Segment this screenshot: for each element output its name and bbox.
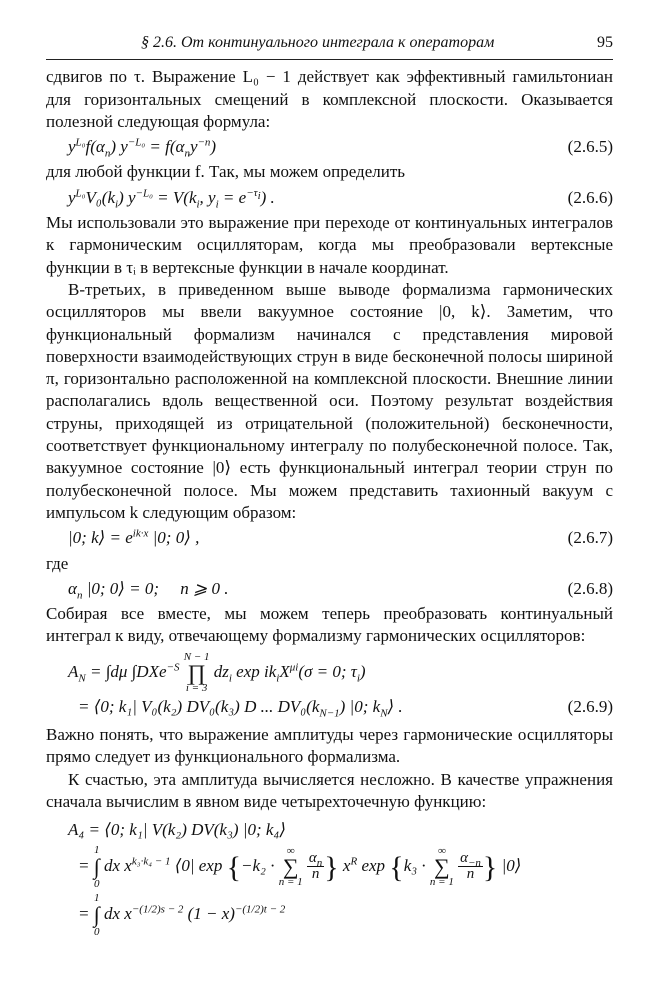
equation-2-6-9-line2 bbox=[46, 696, 613, 718]
equation-label: (2.6.9) bbox=[567, 696, 613, 716]
equation-label: (2.6.6) bbox=[567, 187, 613, 207]
equation-body: $y^{L_0}f(\alpha_n) y^{-L_0} = f(\alpha_ny^{-n})$ bbox=[68, 136, 217, 160]
equation-2-6-9-line1: $A_N = \int d\mu$ ∫DXe$^{-S}$ N − 1 ∏ i = 3 $dz_i$ $\exp ik_iX^{\mu i}(\sigma = 0$; $\tau_i$) bbox=[68, 650, 366, 694]
paragraph: где bbox=[46, 553, 69, 573]
product-operator: N − 1 ∏ i = 3 bbox=[183, 650, 210, 694]
equation-body: |0; k⟩ = $e^{ik\cdot x}$ |0; 0⟩ , bbox=[68, 527, 200, 548]
paragraph: сдвигов по τ. Выражение L₀ − 1 действует как эффективный гамильтониан для горизонтальных смещений в комплексной плоскости. Оказывается полезной следующая формула: bbox=[46, 67, 613, 131]
equation-body: = ⟨0; k₁| V₀(k₂) DV₀(k₃) D ... $DV_0(k_{N-1})$ |0; $k_N⟩$ . bbox=[78, 696, 403, 720]
fraction: $\frac{\alpha_{-n}}{n}$ bbox=[460, 850, 481, 882]
equation-body: $y^{L_0}V_0(k_i) y^{-L_0} = V(k_i$, $y_i = e^{-\tau_i}$) . bbox=[68, 187, 275, 211]
running-header bbox=[46, 0, 613, 60]
equation-2-6-7 bbox=[46, 527, 613, 549]
paragraph: Мы использовали это выражение при переходе от континуальных интегралов к гармоническим осцилляторам, когда мы преобразовали вертексные функции в τᵢ в вертексные функции в начале координат. bbox=[46, 213, 613, 277]
page-number: 95 bbox=[597, 34, 613, 51]
paragraph: В-третьих, в приведенном выше выводе формализма гармонических осцилляторов мы ввели вакуумное состояние |0, k⟩. Заметим, что функциональный формализм начинался с представления мировой поверхности взаимодействующих струн в виде бесконечной полосы шириной π, горизонтально расположенной на комплексной плоскости. Внешние линии располагались вдоль вещественной оси. Поэтому результат воздействия струны, приходящей из отрицательной (положительной) бесконечности, соответствует функциональному интегралу по полубесконечной полосе. Так, вакуумное состояние |0⟩ есть функциональный интеграл теории струн по полубесконечной полосе. Мы можем представить тахионный вакуум с импульсом k следующим образом: bbox=[46, 279, 613, 522]
sum-operator: ∞ ∑ n = 1 bbox=[429, 844, 454, 888]
paragraph: Важно понять, что выражение амплитуды через гармонические осцилляторы прямо следует из функционального формализма. bbox=[46, 725, 613, 767]
four-point-line1: A₄ = ⟨0; k₁| V(k₂) DV(k₃) |0; k₄⟩ bbox=[68, 820, 286, 840]
paragraph: для любой функции f. Так, мы можем определить bbox=[46, 162, 406, 182]
paragraph: Собирая все вместе, мы можем теперь преобразовать континуальный интеграл к виду, отвечающему формализму гармонических осцилляторов: bbox=[46, 604, 613, 646]
equation-label: (2.6.5) bbox=[567, 137, 613, 157]
paragraph: К счастью, эта амплитуда вычисляется несложно. В качестве упражнения сначала вычислим в явном виде четырехточечную функцию: bbox=[46, 769, 613, 811]
sum-operator: ∞ ∑ n = 1 bbox=[278, 844, 303, 888]
equation-label: (2.6.7) bbox=[567, 528, 613, 548]
integral-operator: 1 ∫ 0 bbox=[93, 891, 100, 938]
equation-label: (2.6.8) bbox=[567, 578, 613, 598]
four-point-line3: = 1 ∫ 0 dx $x^{-(1/2)s - 2}$ $(1 - x)^{-(1/2)t - 2}$ bbox=[78, 891, 286, 938]
four-point-line2: = 1 ∫ 0 dx $x^{k_3\cdot k_4 - 1}$ ⟨0| exp {−k₂ · ∞ ∑ n = 1 $\frac{\alpha_n}{n}$ } $x^R$ exp {k₃ · ∞ ∑ n = 1 $\frac{\alpha_{-n}}{n}$ } |0⟩ bbox=[78, 843, 522, 890]
equation-2-6-5 bbox=[46, 136, 613, 158]
equation-2-6-6 bbox=[46, 187, 613, 209]
header-title: § 2.6. От континуального интеграла к операторам bbox=[141, 34, 495, 51]
equation-2-6-8 bbox=[46, 578, 613, 600]
equation-body: $\alpha_n$ |0; 0⟩ = 0; n ⩾ 0 . bbox=[68, 578, 229, 602]
fraction: $\frac{\alpha_n}{n}$ bbox=[308, 850, 323, 882]
integral-operator: 1 ∫ 0 bbox=[93, 843, 100, 890]
